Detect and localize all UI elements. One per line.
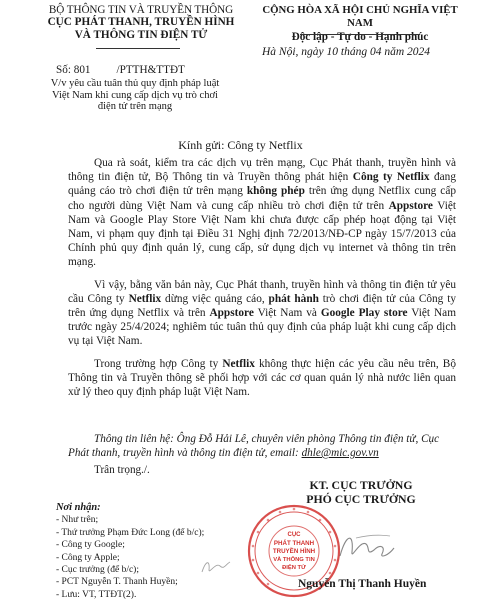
recipient-item: - Công ty Google; <box>56 540 125 551</box>
document-subject: V/v yêu cầu tuân thủ quy định pháp luật Việt Nam khi cung cấp dịch vụ trò chơi điện tử trên mạng <box>50 78 220 112</box>
recipient-item: - Công ty Apple; <box>56 552 120 563</box>
recipient-item: - PCT Nguyễn T. Thanh Huyền; <box>56 577 178 588</box>
date-month: 04 <box>369 46 382 58</box>
paragraph-request: Vì vậy, bằng văn bản này, Cục Phát thanh, truyền hình và thông tin điện tử yêu cầu Công ty Netflix dừng việc quảng cáo, phát hành trò chơi điện tử của Công ty trên ứng dụng Netflix và trên Appstore Việt Nam và Google Play store Việt Nam trước ngày 25/4/2024; nghiêm túc tuân thủ quy định của pháp luật khi cung cấp dịch vụ tại Việt Nam. <box>68 278 456 348</box>
recipient-item: - Như trên; <box>56 515 99 526</box>
letter-body <box>68 156 456 407</box>
handwritten-signature-icon <box>336 526 396 566</box>
contact-email-link[interactable]: dhle@mic.gov.vn <box>301 447 379 459</box>
recipient-item: - Cục trưởng (để b/c); <box>56 565 139 576</box>
document-number: Số: 801 /PTTH&TTĐT <box>56 64 185 76</box>
closing-remark: Trân trọng./. <box>94 464 150 476</box>
date-day: 10 <box>326 46 339 58</box>
header-right-rule <box>300 34 420 35</box>
seal-text: CỤC <box>287 532 301 538</box>
salutation: Kính gửi: Công ty Netflix <box>178 138 303 152</box>
seal-text: PHÁT THANH <box>273 540 315 547</box>
signer-name: Nguyễn Thị Thanh Huyền <box>298 578 427 590</box>
department-name-line1: CỤC PHÁT THANH, TRUYỀN HÌNH <box>47 16 235 28</box>
paragraph-findings: Qua rà soát, kiểm tra các dịch vụ trên mạng, Cục Phát thanh, truyền hình và thông tin điện tử, Bộ Thông tin và Truyền thông phát hiện Công ty Netflix đang quảng cáo trò chơi điện tử trên mạng không phép trên ứng dụng Netflix cung cấp cho người dùng Việt Nam và cung cấp nhiều trò chơi điện tử trên Appstore Việt Nam và Google Play Store Việt Nam khi chưa được cấp phép hoạt động tại Việt Nam, vi phạm quy định tại Điều 31 Nghị định 72/2013/NĐ-CP ngày 15/7/2013 của Chính phủ quy định quản lý, cung cấp, sử dụng dịch vụ internet và thông tin trên mạng. <box>68 157 456 269</box>
seal-text: ĐIỆN TỬ <box>282 565 306 571</box>
signer-title: KT. CỤC TRƯỞNG PHÓ CỤC TRƯỞNG <box>306 478 416 506</box>
header-left-rule <box>96 48 180 49</box>
national-motto: Độc lập - Tự do - Hạnh phúc <box>291 31 429 43</box>
recipient-item: - Thứ trưởng Phạm Đức Long (để b/c); <box>56 527 205 538</box>
department-name-line2: VÀ THÔNG TIN ĐIỆN TỬ <box>74 29 208 41</box>
seal-text: TRUYỀN HÌNH <box>272 548 316 555</box>
issue-date: Hà Nội, ngày 10 tháng 04 năm 2024 <box>262 46 431 58</box>
issuer-header <box>38 4 244 42</box>
ministry-name: BỘ THÔNG TIN VÀ TRUYỀN THÔNG <box>48 4 234 16</box>
contact-info: Thông tin liên hệ: Ông Đỗ Hải Lê, chuyên viên phòng Thông tin điện tử, Cục Phát thanh, truyền hình và thông tin điện tử, email: dhle@mic.gov.vn <box>68 433 440 459</box>
recipients-title: Nơi nhận: <box>56 502 101 513</box>
recipient-item: - Lưu: VT, TTĐT(2). <box>56 589 137 600</box>
country-name: CỘNG HÒA XÃ HỘI CHỦ NGHĨA VIỆT NAM <box>262 4 458 29</box>
seal-text: VÀ THÔNG TIN <box>273 557 315 563</box>
recipients-list <box>56 502 204 601</box>
national-header <box>252 4 468 45</box>
initials-mark-icon <box>200 556 232 576</box>
paragraph-consequence: Trong trường hợp Công ty Netflix không thực hiện các yêu cầu nêu trên, Bộ Thông tin và Truyền thông sẽ phối hợp với các cơ quan quản lý nhà nước liên quan xử lý theo quy định pháp luật Việt Nam. <box>68 357 456 399</box>
